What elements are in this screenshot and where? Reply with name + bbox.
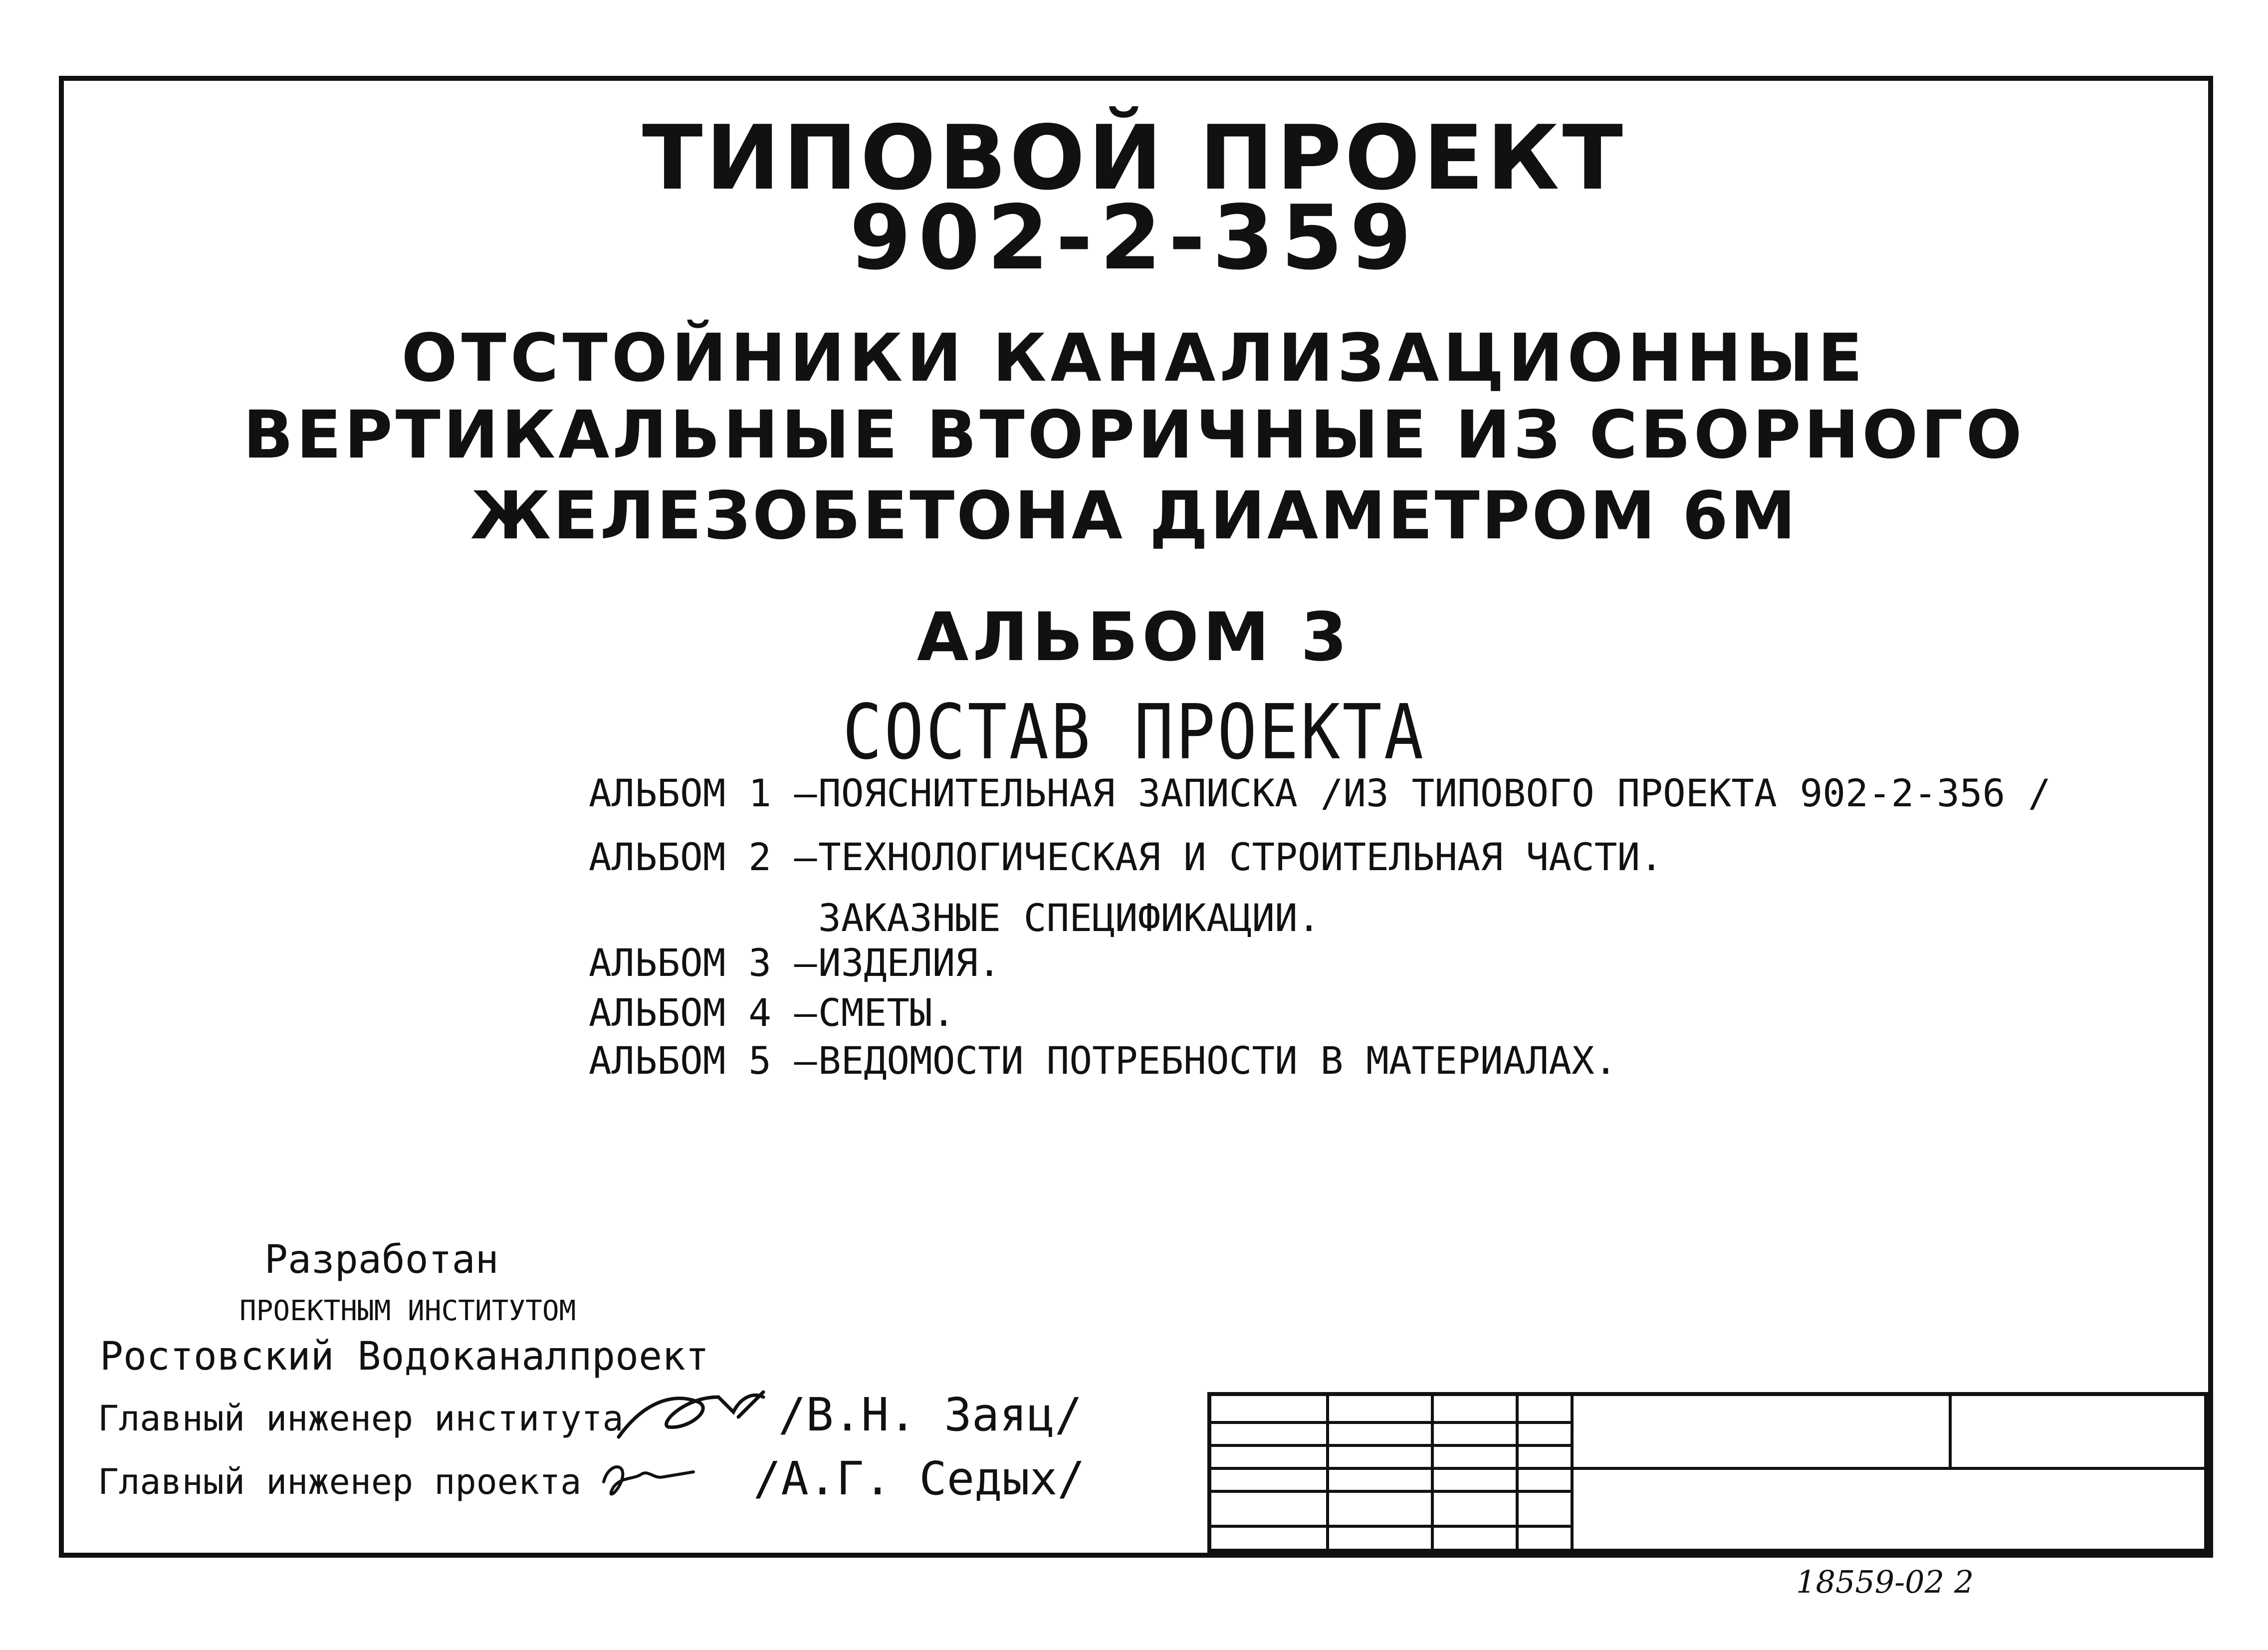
developer-caption: Разработан [264,1237,499,1282]
signature-role-chief-engineer-institute: Главный инженер института [98,1398,624,1439]
list-item [589,771,2051,815]
handwritten-signature-1 [614,1382,783,1452]
list-item-label: АЛЬБОМ 1 – [589,771,817,815]
signature-role-chief-engineer-project: Главный инженер проекта [98,1461,582,1502]
subject-line-3: ЖЕЛЕЗОБЕТОНА ДИАМЕТРОМ 6М [470,477,1798,554]
list-item-label: АЛЬБОМ 5 – [589,1038,817,1083]
list-item-label: АЛЬБОМ 4 – [589,990,817,1035]
list-item-text: ПОЯСНИТЕЛЬНАЯ ЗАПИСКА /ИЗ ТИПОВОГО ПРОЕКТА 902-2-356 / [818,771,2051,815]
list-item-continuation: ЗАКАЗНЫЕ СПЕЦИФИКАЦИИ. [818,896,1321,940]
list-item [589,835,1663,879]
album-number: АЛЬБОМ 3 [916,598,1352,676]
developer-type: ПРОЕКТНЫМ ИНСТИТУТОМ [239,1295,576,1327]
list-item-text: ВЕДОМОСТИ ПОТРЕБНОСТИ В МАТЕРИАЛАХ. [818,1038,1617,1083]
list-item-label: АЛЬБОМ 3 – [589,941,817,985]
subject-line-2: ВЕРТИКАЛЬНЫЕ ВТОРИЧНЫЕ ИЗ СБОРНОГО [243,397,2025,473]
list-item-text: СМЕТЫ. [818,990,955,1035]
list-item-text: ТЕХНОЛОГИЧЕСКАЯ И СТРОИТЕЛЬНАЯ ЧАСТИ. [818,835,1663,879]
project-title: ТИПОВОЙ ПРОЕКТ [642,106,1626,210]
subject-line-1: ОТСТОЙНИКИ КАНАЛИЗАЦИОННЫЕ [401,320,1867,397]
list-item [589,941,1001,985]
signature-name-2: /А.Г. Седых/ [753,1452,1085,1505]
list-item [589,1038,1617,1083]
signature-name-1: /В.Н. Заяц/ [778,1388,1083,1441]
handwritten-signature-2 [594,1452,713,1507]
project-number: 902-2-359 [849,186,1419,289]
list-item [589,990,955,1035]
title-block-stamp [1207,1392,2208,1553]
list-item-label: АЛЬБОМ 2 – [589,835,817,879]
list-item-text: ИЗДЕЛИЯ. [818,941,1001,985]
developer-institute: Ростовский Водоканалпроект [100,1334,709,1379]
composition-heading: СОСТАВ ПРОЕКТА [842,688,1426,777]
document-code: 18559-02 2 [1796,1564,1974,1600]
